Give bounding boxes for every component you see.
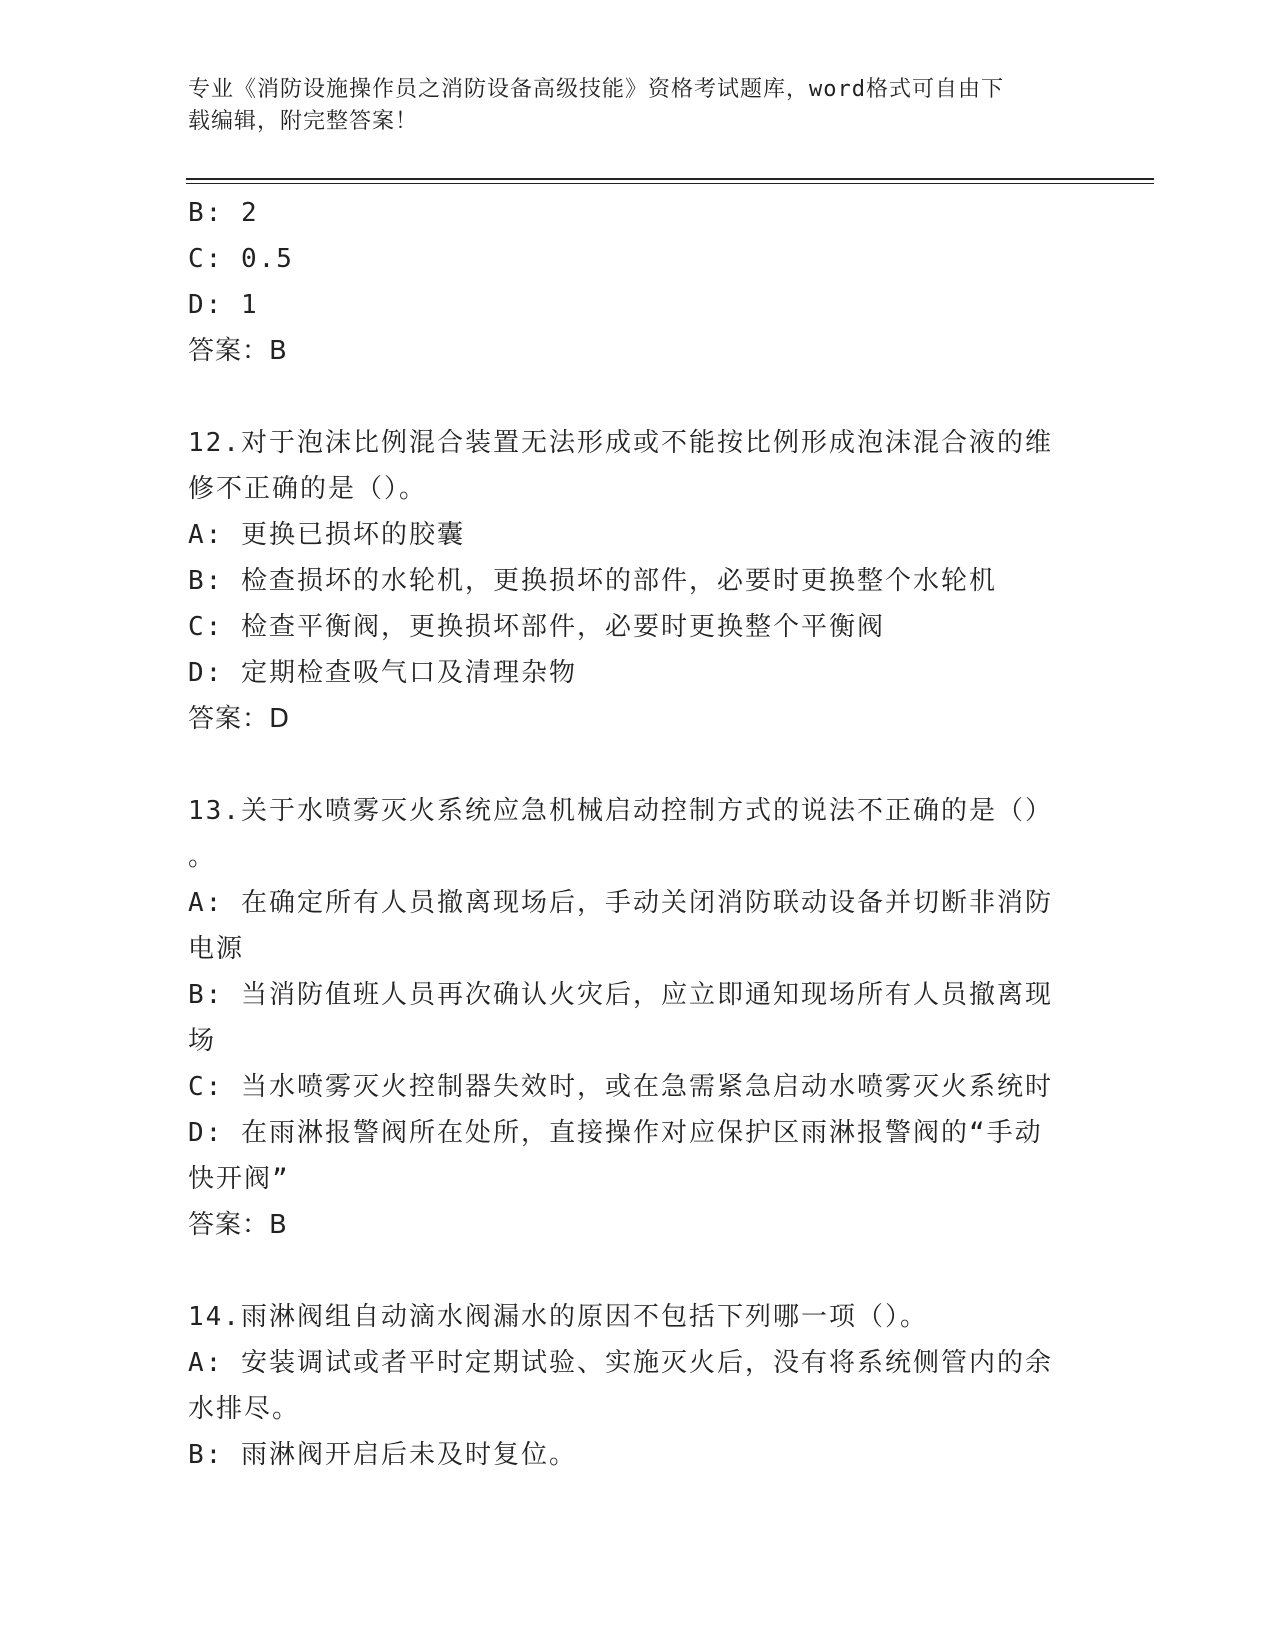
header-divider-thick — [186, 178, 1154, 180]
answer-line: 答案：B — [188, 1210, 288, 1240]
option-c: C: 0.5 — [188, 244, 294, 274]
option-c: C: 当水喷雾灭火控制器失效时，或在急需紧急启动水喷雾灭火系统时 — [188, 1072, 1053, 1102]
option-b: B: 2 — [188, 198, 259, 228]
option-d: D: 在雨淋报警阀所在处所，直接操作对应保护区雨淋报警阀的“手动 — [188, 1118, 1043, 1148]
question-stem-cont: 。 — [188, 842, 217, 872]
question-13 — [188, 788, 1088, 1248]
question-11-tail — [188, 190, 1088, 374]
option-a: A: 更换已损坏的胶囊 — [188, 520, 465, 550]
option-b: B: 检查损坏的水轮机，更换损坏的部件，必要时更换整个水轮机 — [188, 566, 997, 596]
question-list — [188, 190, 1088, 1478]
option-b-cont: 场 — [188, 1026, 217, 1056]
option-d: D: 1 — [188, 290, 259, 320]
option-a: A: 在确定所有人员撤离现场后，手动关闭消防联动设备并切断非消防 — [188, 888, 1053, 918]
header-line-1: 专业《消防设施操作员之消防设备高级技能》资格考试题库，word格式可自由下 — [188, 77, 1004, 102]
option-a: A: 安装调试或者平时定期试验、实施灭火后，没有将系统侧管内的余 — [188, 1348, 1053, 1378]
option-b: B: 当消防值班人员再次确认火灾后，应立即通知现场所有人员撤离现 — [188, 980, 1053, 1010]
option-d-cont: 快开阀” — [188, 1164, 290, 1194]
spacer — [188, 742, 1088, 788]
header-divider-thin — [186, 183, 1154, 184]
spacer — [188, 1248, 1088, 1294]
option-c: C: 检查平衡阀，更换损坏部件，必要时更换整个平衡阀 — [188, 612, 885, 642]
question-stem-cont: 修不正确的是（）。 — [188, 474, 428, 504]
option-a-cont: 水排尽。 — [188, 1394, 301, 1424]
page-header — [188, 74, 1088, 138]
question-stem: 14.雨淋阀组自动滴水阀漏水的原因不包括下列哪一项（）。 — [188, 1302, 928, 1332]
question-14 — [188, 1294, 1088, 1478]
header-line-2: 载编辑，附完整答案！ — [188, 109, 419, 134]
option-d: D: 定期检查吸气口及清理杂物 — [188, 658, 577, 688]
spacer — [188, 374, 1088, 420]
option-a-cont: 电源 — [188, 934, 245, 964]
question-stem: 12.对于泡沫比例混合装置无法形成或不能按比例形成泡沫混合液的维 — [188, 428, 1053, 458]
answer-line: 答案：B — [188, 336, 288, 366]
answer-line: 答案：D — [188, 704, 291, 734]
question-stem: 13.关于水喷雾灭火系统应急机械启动控制方式的说法不正确的是（） — [188, 796, 1053, 826]
question-12 — [188, 420, 1088, 742]
option-b: B: 雨淋阀开启后未及时复位。 — [188, 1440, 577, 1470]
